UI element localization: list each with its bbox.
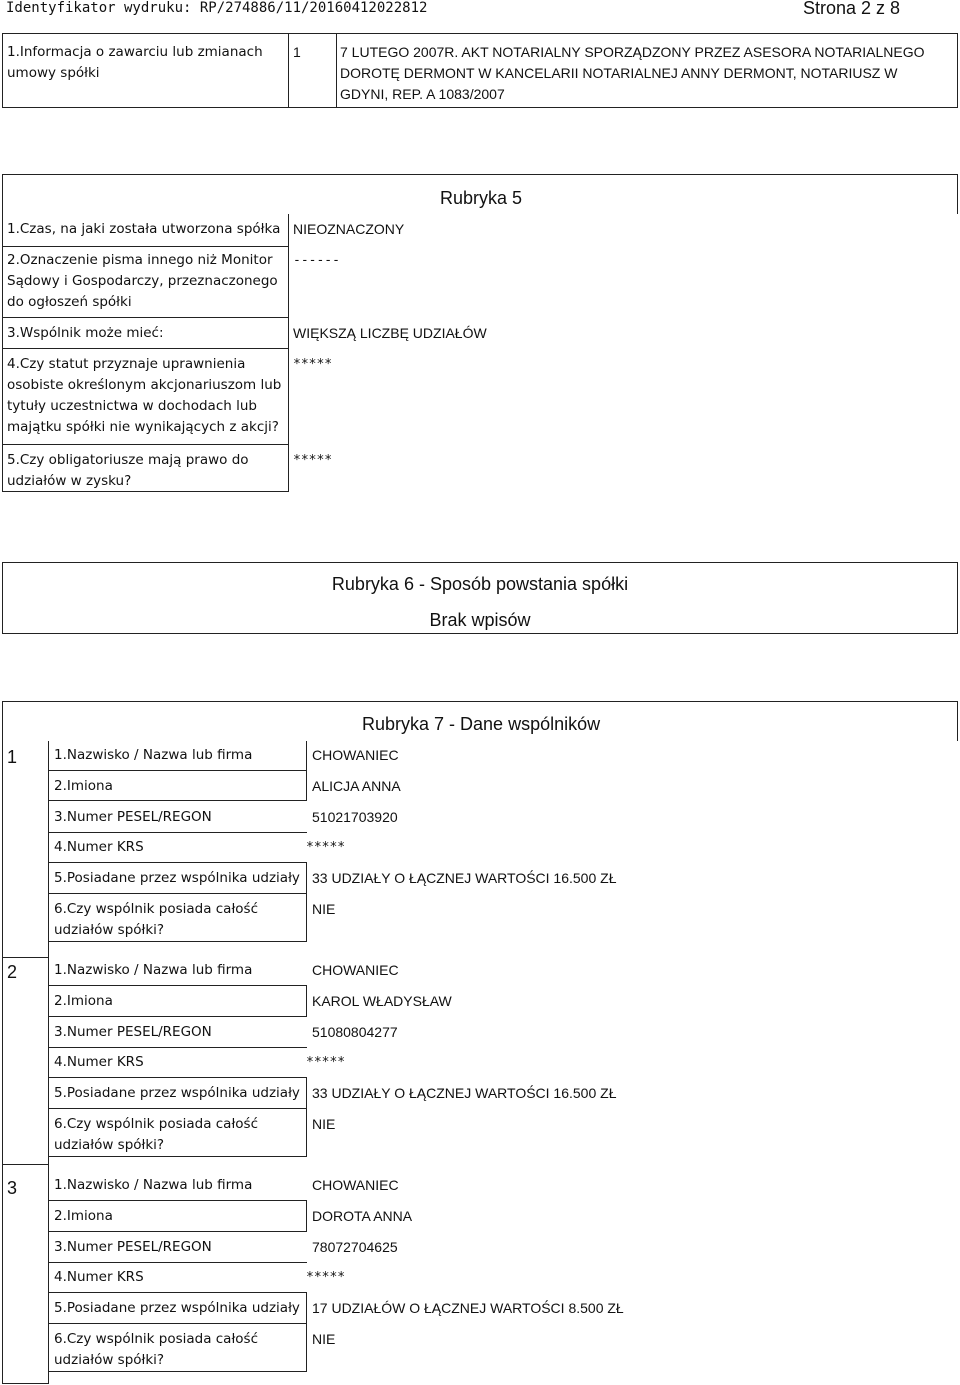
rubryka5-label-1: 1.Czas, na jaki została utworzona spółka	[7, 221, 281, 237]
divider	[2, 214, 3, 492]
print-identifier: Identyfikator wydruku: RP/274886/11/20160412022812	[6, 0, 428, 16]
partner-number-1: 1	[7, 747, 18, 767]
divider	[2, 741, 3, 1383]
partner-krs: *****	[306, 1270, 346, 1285]
divider	[2, 1164, 49, 1165]
divider	[48, 941, 307, 942]
partner-label-name: 1.Nazwisko / Nazwa lub firma	[54, 1177, 253, 1193]
divider	[48, 770, 307, 771]
divider	[306, 741, 307, 801]
rubryka5-value-3: WIĘKSZĄ LICZBĘ UDZIAŁÓW	[293, 325, 487, 341]
rubryka5-value-4: *****	[293, 357, 333, 372]
info-number: 1	[293, 44, 301, 60]
divider	[48, 1262, 307, 1263]
rubryka7-title: Rubryka 7 - Dane wspólników	[362, 714, 601, 734]
rubryka5-value-2: ------	[293, 253, 340, 268]
divider	[2, 1383, 49, 1384]
divider	[288, 33, 289, 108]
rubryka5-title: Rubryka 5	[440, 188, 523, 208]
divider	[2, 444, 289, 445]
partner-label-shares: 5.Posiadane przez wspólnika udziały	[54, 870, 300, 886]
partner-label-first-names: 2.Imiona	[54, 1208, 113, 1224]
divider	[48, 1156, 307, 1157]
rubryka5-value-1: NIEOZNACZONY	[293, 221, 405, 237]
partner-krs: *****	[306, 840, 346, 855]
partner-label-shares: 5.Posiadane przez wspólnika udziały	[54, 1300, 300, 1316]
partner-label-krs: 4.Numer KRS	[54, 1269, 144, 1285]
rubryka5-label-4: 4.Czy statut przyznaje uprawnienia osobiste określonym akcjonariuszom lub tytuły uczestnictwa w dochodach lub majątku spółki nie wynikających z akcji?	[7, 356, 282, 435]
divider	[288, 214, 289, 492]
partner-label-krs: 4.Numer KRS	[54, 1054, 144, 1070]
divider	[48, 832, 307, 833]
partner-krs: *****	[306, 1055, 346, 1070]
divider	[48, 741, 49, 1383]
partner-pesel: 78072704625	[312, 1239, 398, 1255]
divider	[2, 317, 289, 318]
divider	[48, 1231, 307, 1232]
partner-label-all-shares: 6.Czy wspólnik posiada całość udziałów spółki?	[54, 901, 259, 938]
rubryka6-title: Rubryka 6 - Sposób powstania spółki	[331, 574, 629, 594]
partner-label-pesel: 3.Numer PESEL/REGON	[54, 809, 212, 825]
partner-first-names: KAROL WŁADYSŁAW	[312, 993, 452, 1009]
divider	[48, 1108, 307, 1109]
rubryka5-label-5: 5.Czy obligatoriusze mają prawo do udziałów w zysku?	[7, 452, 249, 489]
rubryka6-subtitle: Brak wpisów	[429, 610, 531, 630]
divider	[48, 800, 307, 801]
rubryka5-value-5: *****	[293, 453, 333, 468]
partner-name: CHOWANIEC	[312, 1177, 399, 1193]
partner-label-pesel: 3.Numer PESEL/REGON	[54, 1239, 212, 1255]
partner-shares: 17 UDZIAŁÓW O ŁĄCZNEJ WARTOŚCI 8.500 ZŁ	[312, 1300, 624, 1316]
divider	[48, 985, 307, 986]
partner-all-shares: NIE	[312, 1331, 336, 1347]
partner-label-shares: 5.Posiadane przez wspólnika udziały	[54, 1085, 300, 1101]
divider	[336, 33, 337, 108]
partner-number-2: 2	[7, 962, 18, 982]
divider	[306, 1292, 307, 1372]
divider	[48, 1047, 307, 1048]
divider	[306, 1077, 307, 1157]
partner-name: CHOWANIEC	[312, 747, 399, 763]
divider	[306, 1200, 307, 1231]
partner-name: CHOWANIEC	[312, 962, 399, 978]
partner-number-3: 3	[7, 1178, 18, 1198]
partner-label-pesel: 3.Numer PESEL/REGON	[54, 1024, 212, 1040]
divider	[2, 348, 289, 349]
info-label: 1.Informacja o zawarciu lub zmianach umowy spółki	[7, 44, 263, 81]
divider	[306, 862, 307, 942]
rubryka5-label-3: 3.Wspólnik może mieć:	[7, 325, 164, 341]
info-value: 7 LUTEGO 2007R. AKT NOTARIALNY SPORZĄDZONY PRZEZ ASESORA NOTARIALNEGO DOROTĘ DERMONT W KANCELARII NOTARIALNEJ ANNY DERMONT, NOTARIUSZ W GDYNI, REP. A 1083/2007	[340, 44, 925, 102]
partner-label-first-names: 2.Imiona	[54, 778, 113, 794]
divider	[48, 1323, 307, 1324]
partner-first-names: DOROTA ANNA	[312, 1208, 413, 1224]
partner-pesel: 51021703920	[312, 809, 398, 825]
partner-shares: 33 UDZIAŁY O ŁĄCZNEJ WARTOŚCI 16.500 ZŁ	[312, 1085, 617, 1101]
partner-label-first-names: 2.Imiona	[54, 993, 113, 1009]
partner-first-names: ALICJA ANNA	[312, 778, 401, 794]
divider	[306, 985, 307, 1016]
page-number: Strona 2 z 8	[802, 0, 900, 18]
partner-pesel: 51080804277	[312, 1024, 398, 1040]
partner-label-krs: 4.Numer KRS	[54, 839, 144, 855]
divider	[2, 957, 49, 958]
partner-all-shares: NIE	[312, 1116, 336, 1132]
partner-label-name: 1.Nazwisko / Nazwa lub firma	[54, 962, 253, 978]
divider	[2, 246, 289, 247]
divider	[48, 1077, 307, 1078]
divider	[48, 893, 307, 894]
partner-all-shares: NIE	[312, 901, 336, 917]
partner-shares: 33 UDZIAŁY O ŁĄCZNEJ WARTOŚCI 16.500 ZŁ	[312, 870, 617, 886]
divider	[48, 1292, 307, 1293]
divider	[48, 1371, 307, 1372]
divider	[48, 1200, 307, 1201]
divider	[48, 1016, 307, 1017]
partner-label-name: 1.Nazwisko / Nazwa lub firma	[54, 747, 253, 763]
partner-label-all-shares: 6.Czy wspólnik posiada całość udziałów spółki?	[54, 1331, 259, 1368]
rubryka5-label-2: 2.Oznaczenie pisma innego niż Monitor Sądowy i Gospodarczy, przeznaczonego do ogłoszeń spółki	[7, 252, 278, 310]
divider	[48, 862, 307, 863]
partner-label-all-shares: 6.Czy wspólnik posiada całość udziałów spółki?	[54, 1116, 259, 1153]
